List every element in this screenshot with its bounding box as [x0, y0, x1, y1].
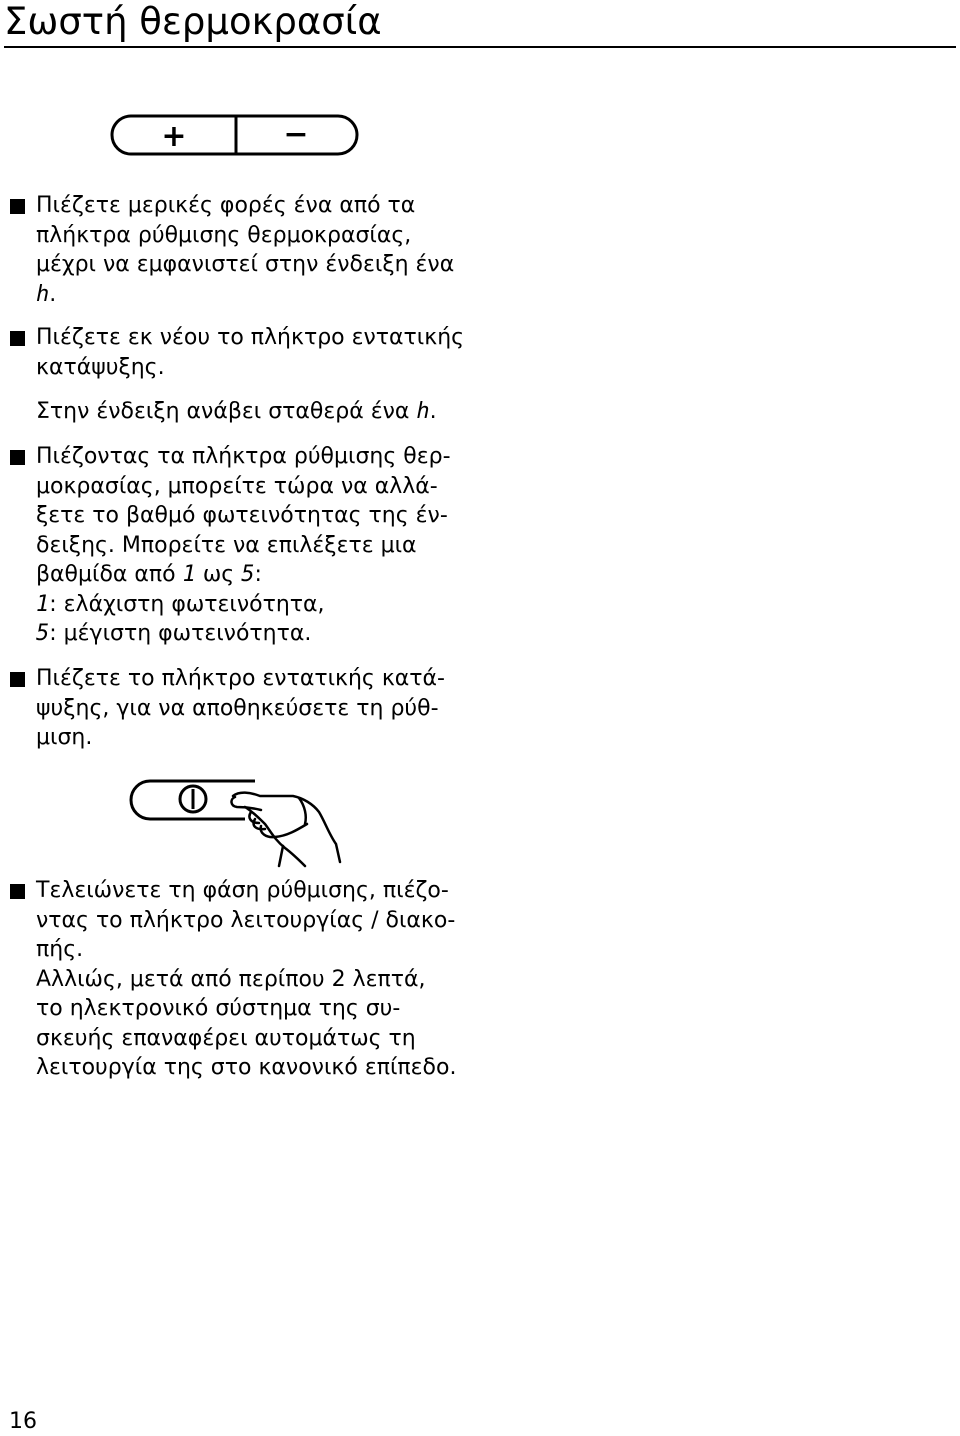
step-3-text: Πιέζοντας τα πλήκτρα ρύθμισης θερ- μοκρασίας, μπορείτε τώρα να αλλά- ξετε το βαθμό φωτεινότητας της έν- δειξης. Μπορείτε να επιλέξετε μια βαθμίδα από 1 ως 5: 1: ελάχιστη φωτεινότητα, 5: μέγιστη φωτεινότητα.: [36, 444, 451, 646]
hand-icon: [231, 793, 340, 866]
minus-button: −: [283, 117, 309, 152]
display-h-glyph: h: [416, 399, 430, 424]
bullet-icon: [10, 450, 25, 465]
display-note: Στην ένδειξη ανάβει σταθερά ένα h.: [36, 399, 437, 424]
level-max-glyph: 5: [241, 562, 255, 587]
bullet-icon: [10, 199, 25, 214]
page-number: 16: [9, 1409, 37, 1434]
step-5-text: Τελειώνετε τη φάση ρύθμισης, πιέζο- ντας το πλήκτρο λειτουργίας / διακο- πής. Αλλιώς, μετά από περίπου 2 λεπτά, το ηλεκτρονικό σύστημα της συ- σκευής επαναφέρει αυτομάτως τη λειτουργία της στο κανονικό επίπεδο.: [36, 878, 457, 1080]
display-h-glyph: h: [36, 281, 50, 307]
step-2-text: Πιέζετε εκ νέου το πλήκτρο εντατικής κατάψυξης.: [36, 325, 465, 380]
on-off-button-illustration: [125, 776, 345, 870]
page-title: Σωστή θερμοκρασία: [4, 0, 382, 43]
level-min-glyph: 1: [182, 562, 196, 587]
bullet-icon: [10, 884, 25, 899]
bullet-icon: [10, 331, 25, 346]
temperature-buttons-illustration: [110, 113, 360, 159]
step-1-text: Πιέζετε μερικές φορές ένα από τα πλήκτρα ρύθμισης θερμοκρασίας, μέχρι να εμφανιστεί στην ένδειξη ένα h.: [36, 193, 455, 307]
title-rule: [4, 46, 956, 48]
plus-button: +: [161, 119, 187, 154]
step-4-text: Πιέζετε το πλήκτρο εντατικής κατά- ψυξης, για να αποθηκεύσετε τη ρύθ- μιση.: [36, 666, 445, 750]
bullet-icon: [10, 672, 25, 687]
